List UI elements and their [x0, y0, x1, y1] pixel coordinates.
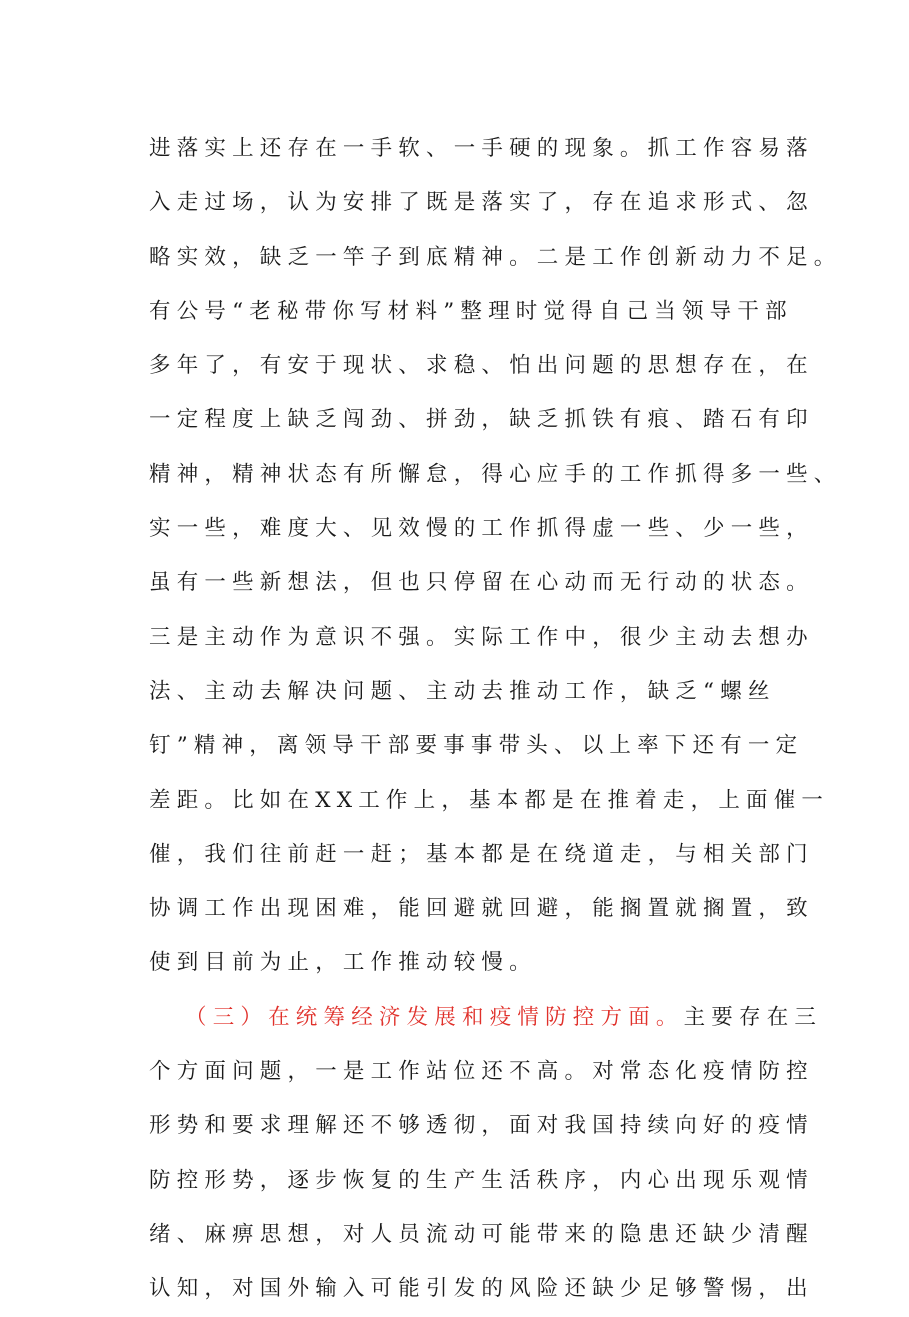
- section-3-heading: （三）在统筹经济发展和疫情防控方面。: [185, 1004, 684, 1030]
- text-line: 绪、麻痹思想，对人员流动可能带来的隐患还缺少清醒: [149, 1221, 814, 1247]
- text-line: 有公号“老秘带你写材料”整理时觉得自己当领导干部: [149, 298, 793, 324]
- text-line: 精神，精神状态有所懈怠，得心应手的工作抓得多一些、: [149, 461, 842, 487]
- text-line: 钉”精神，离领导干部要事事带头、以上率下还有一定: [149, 733, 804, 759]
- text-line: 法、主动去解决问题、主动去推动工作，缺乏“螺丝: [149, 678, 776, 704]
- section-3-first-line: [149, 991, 823, 1045]
- text-line: 三是主动作为意识不强。实际工作中，很少主动去想办: [149, 624, 814, 650]
- text-line: 入走过场，认为安排了既是落实了，存在追求形式、忽: [149, 190, 814, 216]
- body-text: [149, 122, 842, 1317]
- section-3-first-line-text: 主要存在三: [683, 1004, 823, 1030]
- text-line: 防控形势，逐步恢复的生产生活秩序，内心出现乐观情: [149, 1167, 814, 1193]
- text-line: 差距。比如在XX工作上，基本都是在推着走，上面催一: [149, 787, 830, 813]
- text-line: 略实效，缺乏一竿子到底精神。二是工作创新动力不足。: [149, 244, 842, 270]
- text-line: 虽有一些新想法，但也只停留在心动而无行动的状态。: [149, 570, 814, 596]
- text-line: 使到目前为止，工作推动较慢。: [149, 950, 537, 976]
- text-line: 实一些，难度大、见效慢的工作抓得虚一些、少一些，: [149, 516, 814, 542]
- text-line: 进落实上还存在一手软、一手硬的现象。抓工作容易落: [149, 136, 814, 161]
- text-line: 协调工作出现困难，能回避就回避，能搁置就搁置，致: [149, 896, 814, 922]
- text-line: 多年了，有安于现状、求稳、怕出问题的思想存在，在: [149, 353, 814, 379]
- text-line: 认知，对国外输入可能引发的风险还缺少足够警惕，出: [149, 1276, 814, 1302]
- text-line: 一定程度上缺乏闯劲、拼劲，缺乏抓铁有痕、踏石有印: [149, 407, 814, 433]
- text-line: 形势和要求理解还不够透彻，面对我国持续向好的疫情: [149, 1113, 814, 1139]
- text-line: 催，我们往前赶一赶；基本都是在绕道走，与相关部门: [149, 841, 814, 867]
- text-line: 个方面问题，一是工作站位还不高。对常态化疫情防控: [149, 1059, 814, 1085]
